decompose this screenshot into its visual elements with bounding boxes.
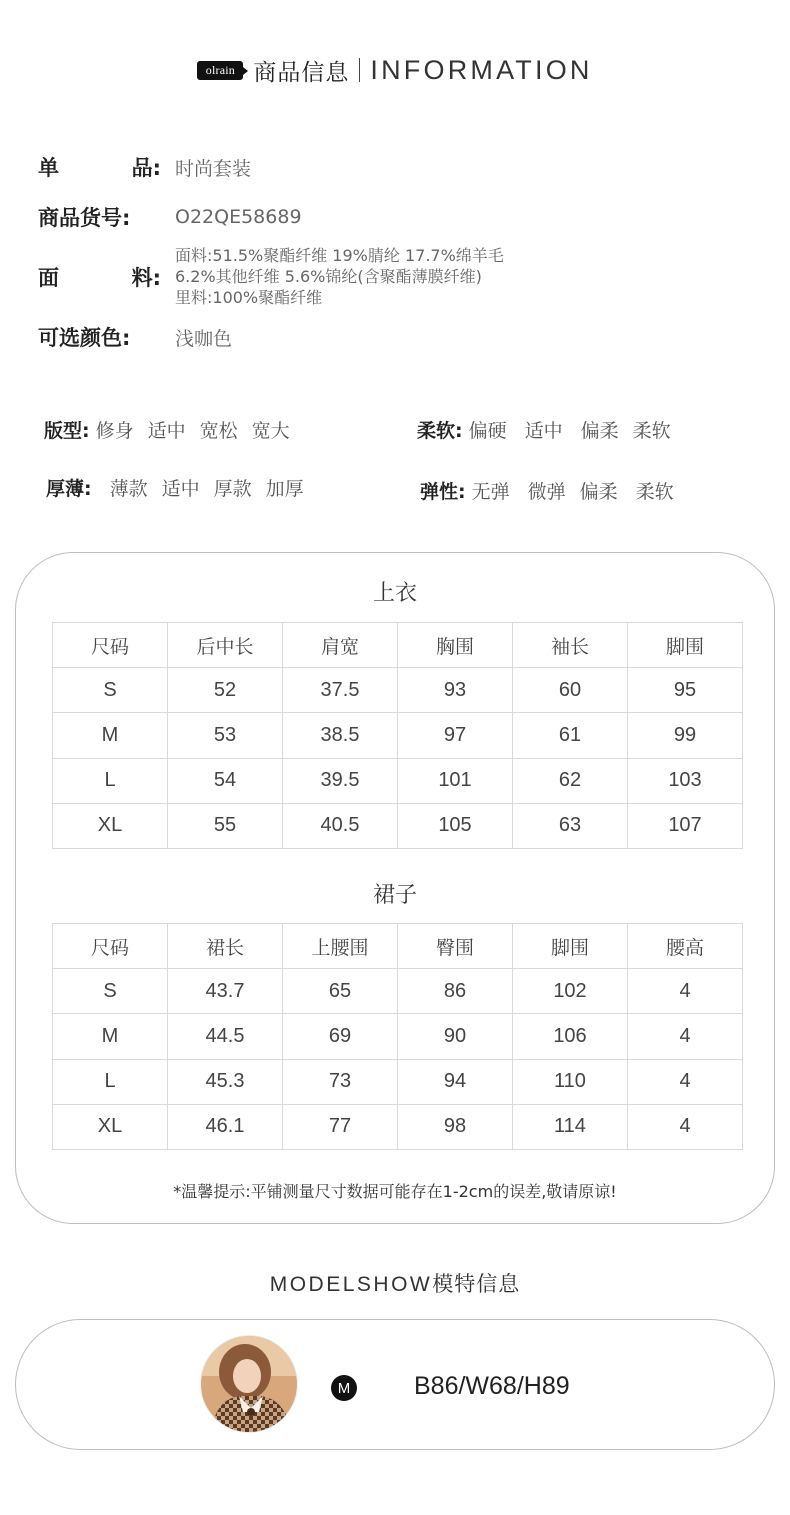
table-cell: 110 <box>513 1059 628 1104</box>
table-cell: 39.5 <box>283 758 398 803</box>
table-cell: XL <box>53 803 168 848</box>
header-title-cn: 商品信息 <box>253 59 350 86</box>
table-cell: 61 <box>513 713 628 758</box>
info-value-product: 时尚套装 <box>175 157 252 180</box>
table-cell: 60 <box>513 668 628 713</box>
table-cell: 69 <box>283 1014 398 1059</box>
attr-option: 微弹 <box>527 481 566 503</box>
table-row <box>53 713 743 758</box>
table-cell: 55 <box>168 803 283 848</box>
model-avatar <box>200 1335 298 1433</box>
attr-option: 薄款 <box>109 478 148 500</box>
table-cell: 95 <box>628 668 743 713</box>
attr-label: 柔软: <box>417 420 463 442</box>
table-row <box>53 969 743 1014</box>
header-divider <box>359 58 360 82</box>
table-cell: 54 <box>168 758 283 803</box>
attr-option: 适中 <box>525 416 563 443</box>
info-row-product <box>38 152 251 182</box>
table-header-cell: 胸围 <box>398 623 513 668</box>
table-cell: 44.5 <box>168 1014 283 1059</box>
table-cell: 94 <box>398 1059 513 1104</box>
table-cell: 107 <box>628 803 743 848</box>
info-value-sku: O22QE58689 <box>175 206 302 228</box>
brand-logo: olrain <box>197 61 243 80</box>
size-chart-card <box>15 552 775 1224</box>
measurement-note: *温馨提示:平铺测量尺寸数据可能存在1-2cm的误差,敬请原谅! <box>173 1182 617 1201</box>
table-cell: 65 <box>283 969 398 1014</box>
model-title-cn: 模特信息 <box>432 1272 521 1296</box>
table-cell: 114 <box>513 1104 628 1149</box>
table-cell: 46.1 <box>168 1104 283 1149</box>
info-label: 面 料: <box>38 265 161 290</box>
info-row-color <box>38 322 232 352</box>
attr-option: 偏柔 <box>579 481 618 503</box>
table-row <box>53 1014 743 1059</box>
attr-softness <box>417 416 685 443</box>
attr-option: 偏硬 <box>468 420 507 442</box>
table-header-cell: 脚围 <box>513 924 628 969</box>
attr-option: 宽松 <box>199 420 238 442</box>
section-header <box>0 50 790 90</box>
attr-option: 修身 <box>95 420 134 442</box>
model-size-badge: M <box>331 1375 357 1401</box>
table-cell: 99 <box>628 713 743 758</box>
table-cell: 4 <box>628 969 743 1014</box>
table-cell: 62 <box>513 758 628 803</box>
info-value-fabric: 面料:51.5%聚酯纤维 19%腈纶 17.7%绵羊毛 6.2%其他纤维 5.6%锦纶(含聚酯薄膜纤维) 里料:100%聚酯纤维 <box>175 246 504 307</box>
attr-option: 柔软 <box>635 481 674 503</box>
table-cell: 52 <box>168 668 283 713</box>
table-header-row <box>53 623 743 668</box>
attr-option: 宽大 <box>251 420 290 442</box>
table-cell: 73 <box>283 1059 398 1104</box>
info-label: 可选颜色: <box>38 326 131 350</box>
table-header-row <box>53 924 743 969</box>
table-header-cell: 尺码 <box>53 924 168 969</box>
table-cell: 93 <box>398 668 513 713</box>
table-cell: S <box>53 668 168 713</box>
top-size-table <box>52 622 743 849</box>
table-cell: 86 <box>398 969 513 1014</box>
table-header-cell: 尺码 <box>53 623 168 668</box>
info-value-color: 浅咖色 <box>175 327 233 350</box>
table-cell: 77 <box>283 1104 398 1149</box>
table-cell: 43.7 <box>168 969 283 1014</box>
header-title-en: INFORMATION <box>370 54 593 85</box>
table-cell: M <box>53 713 168 758</box>
table-cell: 101 <box>398 758 513 803</box>
table-cell: 4 <box>628 1014 743 1059</box>
model-title-en: MODELSHOW <box>269 1273 433 1296</box>
table-header-cell: 脚围 <box>628 623 743 668</box>
attr-elasticity <box>420 477 688 504</box>
table-row <box>53 1104 743 1149</box>
table-cell: S <box>53 969 168 1014</box>
table-header-cell: 臀围 <box>398 924 513 969</box>
attr-label: 版型: <box>44 420 90 442</box>
table-cell: 97 <box>398 713 513 758</box>
attr-option: 适中 <box>148 416 186 443</box>
table-cell: 40.5 <box>283 803 398 848</box>
model-section-title <box>0 1268 790 1298</box>
attr-option: 偏柔 <box>580 420 619 442</box>
table-cell: 37.5 <box>283 668 398 713</box>
info-label: 单 品: <box>38 156 161 180</box>
table-header-cell: 肩宽 <box>283 623 398 668</box>
table-row <box>53 1059 743 1104</box>
table-header-cell: 腰高 <box>628 924 743 969</box>
info-label: 商品货号: <box>38 206 131 230</box>
model-measurements: B86/W68/H89 <box>414 1372 570 1400</box>
info-row-fabric <box>38 245 504 308</box>
attr-label: 弹性: <box>420 481 466 503</box>
table-row <box>53 758 743 803</box>
attr-option: 适中 <box>161 478 200 500</box>
attr-label: 厚薄: <box>46 478 92 500</box>
info-row-sku <box>38 202 302 232</box>
table-cell: 38.5 <box>283 713 398 758</box>
attr-option: 厚款 <box>214 474 252 501</box>
table-cell: M <box>53 1014 168 1059</box>
table-header-cell: 后中长 <box>168 623 283 668</box>
table-header-cell: 袖长 <box>513 623 628 668</box>
skirt-size-table <box>52 923 743 1150</box>
attr-thickness <box>46 474 318 501</box>
table-header-cell: 上腰围 <box>283 924 398 969</box>
attr-option: 无弹 <box>472 477 510 504</box>
table-cell: 105 <box>398 803 513 848</box>
table-cell: 45.3 <box>168 1059 283 1104</box>
table-cell: 103 <box>628 758 743 803</box>
attr-fit <box>44 416 304 443</box>
table-cell: L <box>53 1059 168 1104</box>
table-cell: L <box>53 758 168 803</box>
table-row <box>53 668 743 713</box>
table-cell: 102 <box>513 969 628 1014</box>
table-cell: 63 <box>513 803 628 848</box>
table-cell: 53 <box>168 713 283 758</box>
attr-option: 加厚 <box>265 478 304 500</box>
table-header-cell: 裙长 <box>168 924 283 969</box>
table-cell: 4 <box>628 1104 743 1149</box>
table-row <box>53 803 743 848</box>
table-cell: 106 <box>513 1014 628 1059</box>
table-cell: XL <box>53 1104 168 1149</box>
table-cell: 4 <box>628 1059 743 1104</box>
skirt-table-title: 裙子 <box>372 883 417 908</box>
table-cell: 98 <box>398 1104 513 1149</box>
model-card <box>15 1319 775 1450</box>
top-table-title: 上衣 <box>372 581 417 606</box>
table-cell: 90 <box>398 1014 513 1059</box>
attr-option: 柔软 <box>632 420 671 442</box>
